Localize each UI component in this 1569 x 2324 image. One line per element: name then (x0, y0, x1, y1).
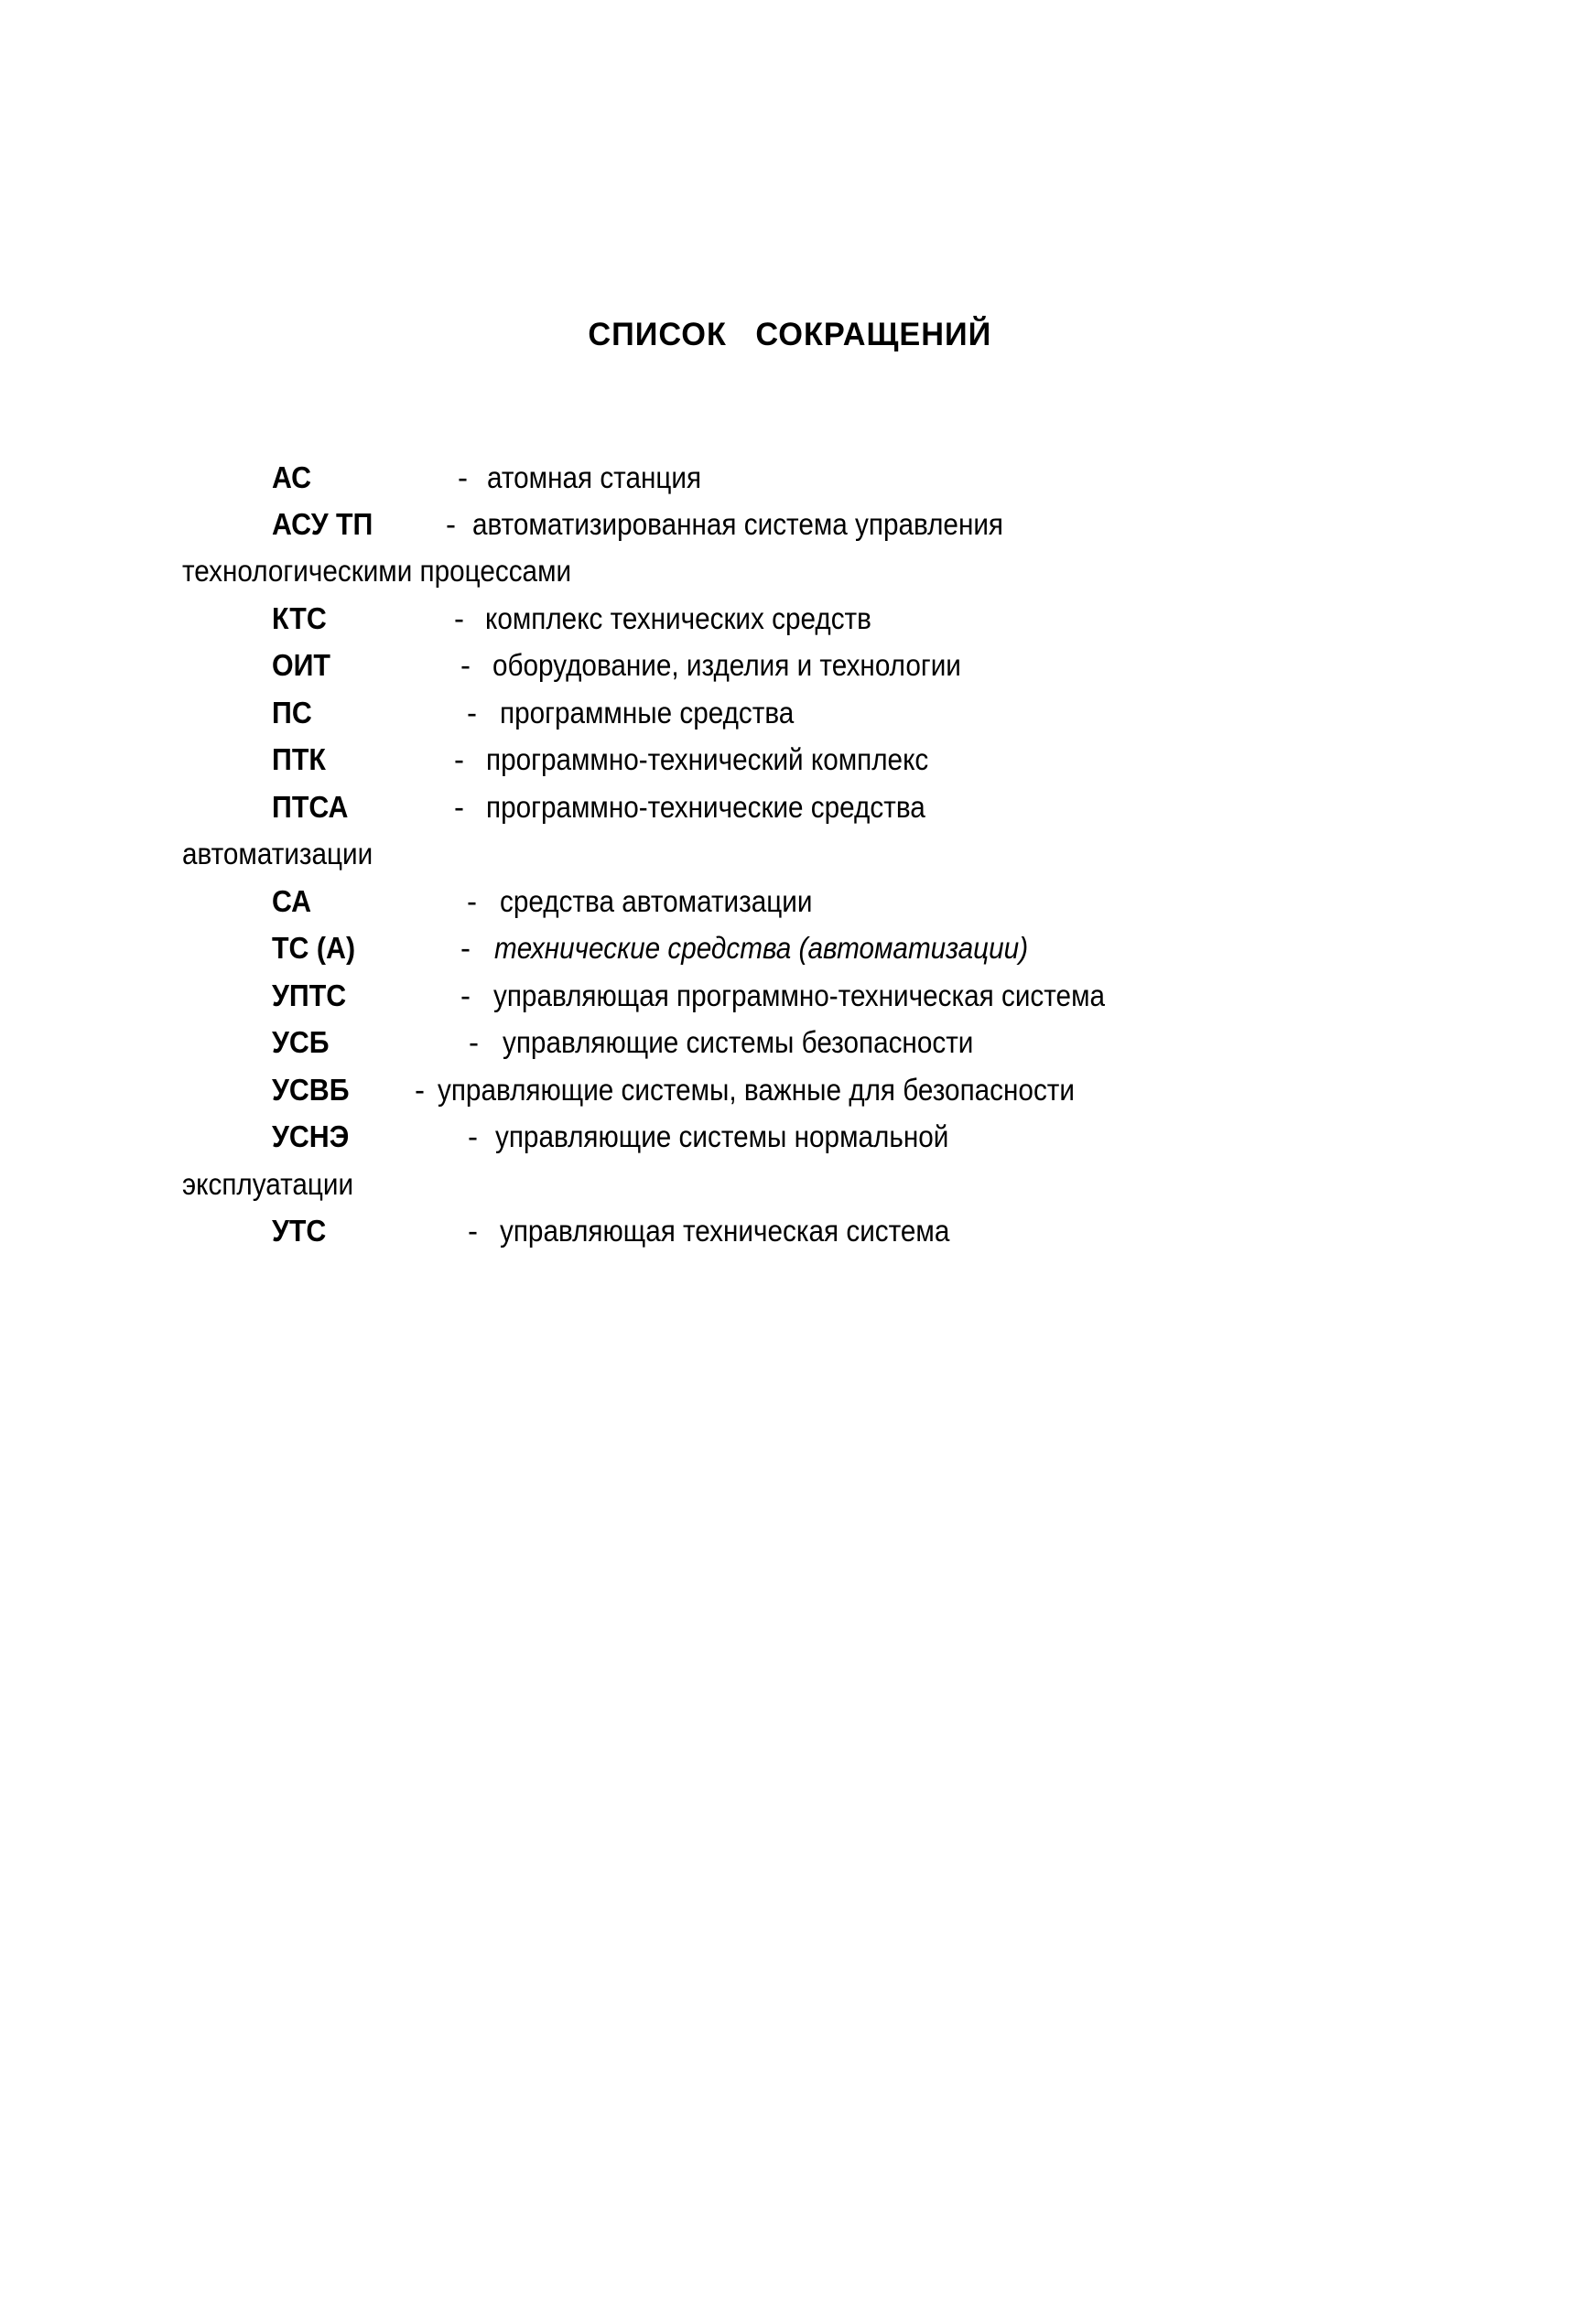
abbreviation: ПТСА (272, 790, 349, 824)
dash: - (415, 1073, 425, 1107)
definition: комплекс технических средств (485, 601, 871, 635)
dash: - (468, 1214, 478, 1248)
definition: управляющие системы нормальной (495, 1119, 949, 1153)
definition: управляющие системы, важные для безопасности (438, 1073, 1075, 1107)
page-title (0, 315, 1569, 355)
definition: управляющая техническая система (500, 1214, 950, 1248)
abbreviation: АС (272, 460, 312, 494)
abbreviation: УТС (272, 1214, 327, 1248)
dash: - (446, 507, 456, 541)
abbreviation: ПС (272, 696, 312, 730)
definition: программно-технический комплекс (486, 742, 929, 776)
abbreviation: ТС (А) (272, 931, 356, 965)
definition: средства автоматизации (500, 884, 813, 918)
dash: - (454, 601, 464, 635)
dash: - (467, 696, 477, 730)
dash: - (454, 742, 464, 776)
abbreviation: КТС (272, 601, 327, 635)
abbreviation: УПТС (272, 978, 347, 1012)
abbreviation: ПТК (272, 742, 326, 776)
dash: - (460, 978, 471, 1012)
dash: - (458, 460, 468, 494)
definition: управляющие системы безопасности (503, 1025, 974, 1059)
dash: - (468, 1119, 478, 1153)
definition: атомная станция (487, 460, 702, 494)
definition-continuation: технологическими процессами (182, 554, 572, 588)
definition: автоматизированная система управления (472, 507, 1004, 541)
dash: - (469, 1025, 479, 1059)
dash: - (460, 931, 471, 965)
dash: - (454, 790, 464, 824)
dash: - (467, 884, 477, 918)
definition: управляющая программно-техническая система (493, 978, 1106, 1012)
abbreviation: ОИТ (272, 648, 330, 682)
definition-continuation: эксплуатации (182, 1167, 354, 1201)
abbreviation: УСБ (272, 1025, 330, 1059)
abbreviation: УСВБ (272, 1073, 350, 1107)
definition: программные средства (500, 696, 795, 730)
abbreviation: СА (272, 884, 312, 918)
definition-continuation: автоматизации (182, 837, 373, 870)
page-title-text: СПИСОК СОКРАЩЕНИЙ (588, 317, 992, 352)
dash: - (460, 648, 471, 682)
definition: оборудование, изделия и технологии (492, 648, 961, 682)
abbreviation: УСНЭ (272, 1119, 350, 1153)
abbreviation: АСУ ТП (272, 507, 373, 541)
definition: технические средства (автоматизации) (494, 931, 1029, 965)
definition: программно-технические средства (486, 790, 925, 824)
